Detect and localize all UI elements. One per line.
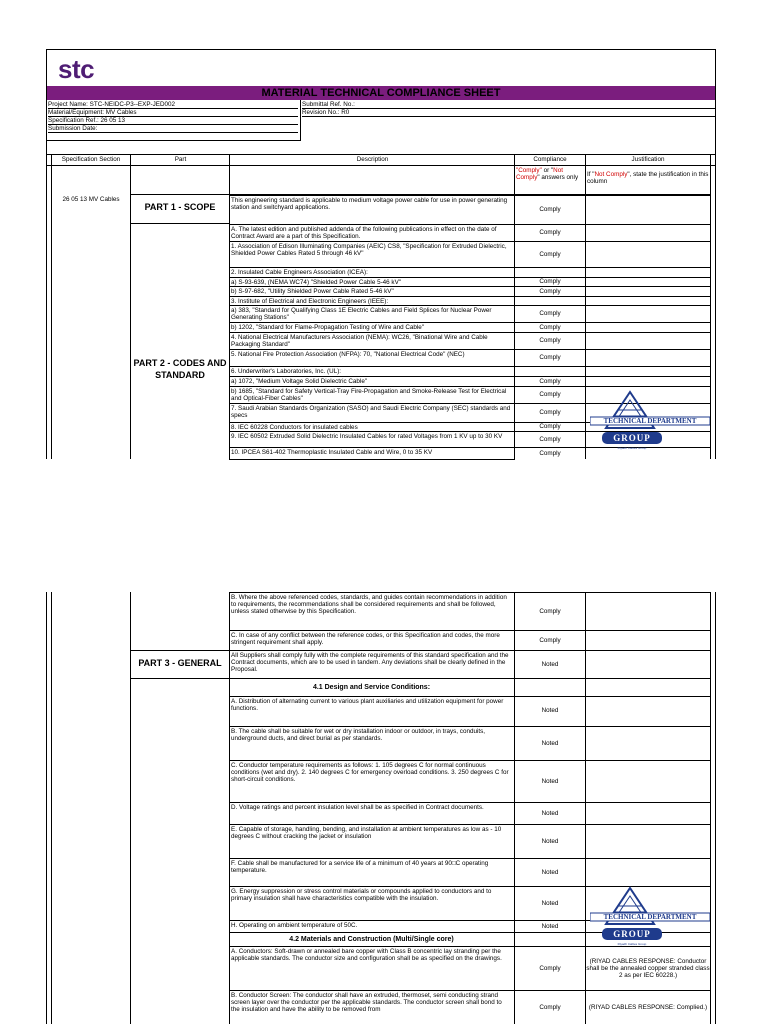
- p2-table-row: [229, 760, 711, 802]
- p1-table-row: [229, 241, 711, 267]
- row-compliance: Noted: [541, 706, 559, 714]
- row-description: C. Conductor temperature requirements as follows: 1. 105 degrees C for normal continuous conditions (wet and dry). 2. 140 degrees C for emergency overload conditions. 3. 250 degrees C for short-circuit conditions.: [231, 762, 509, 784]
- p1-table-row: [229, 322, 711, 332]
- p1-table-row: [229, 349, 711, 366]
- row-compliance: Comply: [539, 337, 561, 345]
- revision-no: Revision No.: R0: [302, 109, 715, 117]
- row-description: 9. IEC 60502 Extruded Solid Dielectric Insulated Cables for rated Voltages from 1 KV up to 30 KV: [231, 433, 503, 440]
- row-compliance: [515, 367, 585, 376]
- row-description: A. Distribution of alternating current to various plant auxiliaries and utilization equipment for power functions.: [231, 698, 504, 713]
- row-compliance: Comply: [539, 964, 561, 972]
- compliance-note-not-comply: Not Comply: [516, 167, 563, 182]
- p1-table-row: [229, 224, 711, 241]
- p1-table-row: [229, 286, 711, 296]
- row-description: A. The latest edition and published addenda of the following publications in effect on the date of Contract Award are a part of this Specification.: [231, 226, 497, 241]
- row-compliance: Noted: [541, 739, 559, 747]
- sheet-frame-top: [46, 49, 716, 50]
- row-description: B. The cable shall be suitable for wet or dry installation indoor or outdoor, in trays, conduits, underground ducts, and direct burial as per standards.: [231, 728, 485, 743]
- row-description: a) S-93-639, (NEMA WC74) "Shielded Power Cable 5-46 kV": [231, 279, 402, 286]
- compliance-note: [516, 167, 584, 193]
- row-compliance: Noted: [541, 837, 559, 845]
- row-compliance: Comply: [539, 278, 561, 286]
- row-compliance: Comply: [539, 287, 561, 295]
- compliance-note-answers: " answers only: [537, 174, 579, 182]
- row-compliance: Noted: [541, 777, 559, 785]
- company-stamp-2: [590, 884, 710, 952]
- row-compliance: Comply: [539, 423, 561, 431]
- row-description: a) 383, "Standard for Qualifying Class 1E Electric Cables and Field Splices for Nuclear Power Generating Stations": [231, 307, 492, 322]
- p2-table-row: [229, 650, 711, 678]
- p1-table-bottom-rule: [229, 459, 515, 460]
- part-2-codes: PART 2 - CODES AND STANDARD: [133, 358, 227, 380]
- justification-note-if: If ": [587, 171, 595, 178]
- row-description: 3. Institute of Electrical and Electronic Engineers (IEEE):: [231, 298, 389, 305]
- header-bottom-rule: [47, 165, 716, 166]
- row-compliance: Comply: [539, 354, 561, 362]
- p2-table-row: [229, 824, 711, 858]
- row-compliance: Noted: [541, 660, 559, 668]
- row-compliance: Comply: [539, 250, 561, 258]
- stc-logo: stc: [58, 54, 95, 84]
- page-title: MATERIAL TECHNICAL COMPLIANCE SHEET: [261, 87, 501, 99]
- p1-table-row: [229, 277, 711, 286]
- p2-table-row: [229, 630, 711, 650]
- col-header-compliance: Compliance: [533, 156, 567, 163]
- part-1-scope: PART 1 - SCOPE: [144, 202, 216, 212]
- row-description: 4.1 Design and Service Conditions:: [312, 684, 431, 691]
- sheet-frame-left: [46, 49, 47, 459]
- p2-table-row: [229, 990, 711, 1024]
- row-description: b) S-97-682, "Utility Shielded Power Cable Rated 5-46 kV": [231, 288, 394, 295]
- row-compliance: Comply: [539, 449, 561, 457]
- row-compliance: Comply: [539, 435, 561, 443]
- p1-table-row: [229, 195, 711, 223]
- row-compliance: [515, 933, 585, 946]
- col-rule-2: [130, 154, 131, 459]
- p2-table-row: [229, 726, 711, 760]
- submittal-ref: Submittal Ref. No.:: [302, 101, 715, 109]
- row-description: A. Conductors: Soft-drawn or annealed bare copper with Class B concentric lay stranding per the applicable standards. The conductor size and configuration shall be as specified on the drawings.: [231, 948, 502, 963]
- row-description: 8. IEC 60228 Conductors for insulated cables: [231, 424, 358, 431]
- compliance-note-comply: "Comply": [516, 167, 542, 174]
- specification-ref: Specification Ref.: 26 05 13: [48, 117, 298, 125]
- p1-table-row: [229, 366, 711, 376]
- col-header-spec-section: Specification Section: [61, 156, 121, 163]
- material-equipment: Material/Equipment: MV Cables: [48, 109, 298, 117]
- compliance-note-or: or ": [541, 167, 554, 174]
- stamp-1-group: GROUP: [613, 433, 651, 443]
- part-3-general: PART 3 - GENERAL: [138, 658, 222, 668]
- row-description: B. Where the above referenced codes, standards, and guides contain recommendations in addition to requirements, the recommendations shall be considered requirements and shall be followed, unless stated otherwise by this Specification.: [231, 594, 507, 616]
- row-description: B. Conductor Screen: The conductor shall have an extruded, thermoset, semi conducting strand screen layer over the conductor per the applicable standards. The conductor screen shall bond to the insulation and have the ability to be removed from: [231, 992, 502, 1014]
- row-description: b) 1685, "Standard for Safety Vertical-Tray Fire-Propagation and Smoke-Release Test for Electrical and Optical-Fiber Cables": [231, 388, 507, 403]
- row-compliance: Comply: [539, 409, 561, 417]
- row-compliance: Noted: [541, 899, 559, 907]
- row-description: 6. Underwriter's Laboratories, Inc. (UL):: [231, 368, 342, 375]
- p2-table-row: [229, 858, 711, 886]
- part3-bottom-rule: [130, 678, 230, 679]
- col-header-description: Description: [356, 156, 389, 163]
- row-description: H. Operating on ambient temperature of 50C.: [231, 922, 358, 929]
- justification-note-rest: ", state the justification in this column: [587, 171, 709, 186]
- row-description: 1. Association of Edison Illuminating Companies (AEIC) CS8, "Specification for Extruded Dielectric, Shielded Power Cables Rated 5 through 46 kV": [231, 243, 507, 258]
- row-description: 10. IPCEA S61-402 Thermoplastic Insulated Cable and Wire, 0 to 35 KV: [231, 449, 433, 456]
- row-compliance: [515, 268, 585, 277]
- project-name: Project Name: STC-NEIDC-P3--EXP-JED002: [48, 101, 298, 109]
- row-description: 7. Saudi Arabian Standards Organization (SASO) and Saudi Electric Company (SEC) standards and specs: [231, 405, 511, 420]
- part2-bottom-rule: [130, 650, 230, 651]
- row-compliance: Noted: [541, 809, 559, 817]
- p2-table-row: [229, 592, 711, 630]
- p2-frame-right: [715, 592, 716, 1024]
- row-compliance: Comply: [539, 391, 561, 399]
- p1-table-row: [229, 305, 711, 322]
- p2-frame-left-a: [46, 592, 47, 1024]
- p2-table-row: [229, 946, 711, 990]
- row-description: All Suppliers shall comply fully with the complete requirements of this standard specification and the Contract documents, which are to be used in tandem. Any deviations shall be clearly defined in the Proposal.: [231, 652, 509, 674]
- p2-heading-rule-a: [229, 696, 515, 697]
- p2-table-row: [229, 678, 711, 696]
- stamp-1-sub: Riyadh Cables Group: [617, 446, 647, 450]
- row-description: C. In case of any conflict between the reference codes, or this Specification and codes, the more stringent requirement shall apply.: [231, 632, 500, 647]
- row-compliance: Comply: [539, 636, 561, 644]
- row-description: 4.2 Materials and Construction (Multi/Single core): [289, 936, 454, 943]
- stamp-2-dept: TECHNICAL DEPARTMENT: [603, 913, 697, 921]
- row-justification: (RIYAD CABLES RESPONSE: Conductor shall be the annealed copper stranded class 2 as per IEC 60228.): [586, 957, 710, 980]
- submission-date: Submission Date:: [48, 125, 298, 133]
- p2-frame-left-b: [51, 592, 52, 1024]
- row-compliance: Noted: [541, 868, 559, 876]
- row-description: E. Capable of storage, handling, bending, and installation at ambient temperatures as low as - 10 degrees C without cracking the jacket or insulation: [231, 826, 502, 841]
- row-justification: (RIYAD CABLES RESPONSE: Complied.): [588, 1003, 708, 1011]
- p2-table-row: [229, 696, 711, 724]
- col-header-part: Part: [174, 156, 187, 163]
- p1-table-row: [229, 296, 711, 305]
- p2-heading-rule-b: [229, 946, 515, 947]
- row-description: G. Energy suppression or stress control materials or compounds applied to conductors and to primary insulation shall have characteristics compatible with the insulation.: [231, 888, 492, 903]
- company-stamp-1: [590, 388, 710, 456]
- table-top-rule: [47, 154, 716, 155]
- row-description: D. Voltage ratings and percent insulation level shall be as specified in Contract documents.: [231, 804, 484, 811]
- spec-section-value: 26 05 13 MV Cables: [62, 196, 120, 203]
- sheet-frame-right: [715, 49, 716, 459]
- row-compliance: [515, 297, 585, 305]
- justification-note: [587, 171, 709, 191]
- row-compliance: Comply: [539, 310, 561, 318]
- info-bottom-rule-h: [47, 140, 301, 141]
- p1-table-row: [229, 267, 711, 277]
- stamp-2-sub: Riyadh Cables Group: [617, 942, 647, 946]
- p2-table-row: [229, 802, 711, 824]
- row-compliance: Comply: [539, 205, 561, 213]
- row-compliance: Comply: [539, 607, 561, 615]
- part1-bottom-rule: [130, 223, 230, 224]
- row-compliance: [515, 679, 585, 696]
- justification-note-not-comply: Not Comply: [594, 171, 628, 178]
- row-description: a) 1072, "Medium Voltage Solid Dielectric Cable": [231, 378, 368, 385]
- stamp-1-dept: TECHNICAL DEPARTMENT: [603, 417, 697, 425]
- row-compliance: Comply: [539, 377, 561, 385]
- row-compliance: Noted: [541, 922, 559, 930]
- row-compliance: Comply: [539, 323, 561, 331]
- p1-table-row: [229, 332, 711, 349]
- stamp-2-group: GROUP: [613, 929, 651, 939]
- row-description: This engineering standard is applicable to medium voltage power cable for use in power generating station and switchyard applications.: [231, 197, 508, 212]
- row-description: 5. National Fire Protection Association (NFPA): 70, "National Electrical Code" (NEC): [231, 351, 465, 358]
- row-compliance: Comply: [539, 229, 561, 237]
- row-description: 4. National Electrical Manufacturers Association (NEMA): WC26, "Binational Wire and Cable Packaging Standard": [231, 334, 488, 349]
- row-description: F. Cable shall be manufactured for a service life of a minimum of 40 years at 90□C operating temperature.: [231, 860, 489, 875]
- row-description: 2. Insulated Cable Engineers Association (ICEA):: [231, 269, 368, 276]
- row-compliance: Comply: [539, 1003, 561, 1011]
- row-description: b) 1202, "Standard for Flame-Propagation Testing of Wire and Cable": [231, 324, 425, 331]
- col-header-justification: Justification: [631, 156, 665, 163]
- p1-table-row: [229, 376, 711, 386]
